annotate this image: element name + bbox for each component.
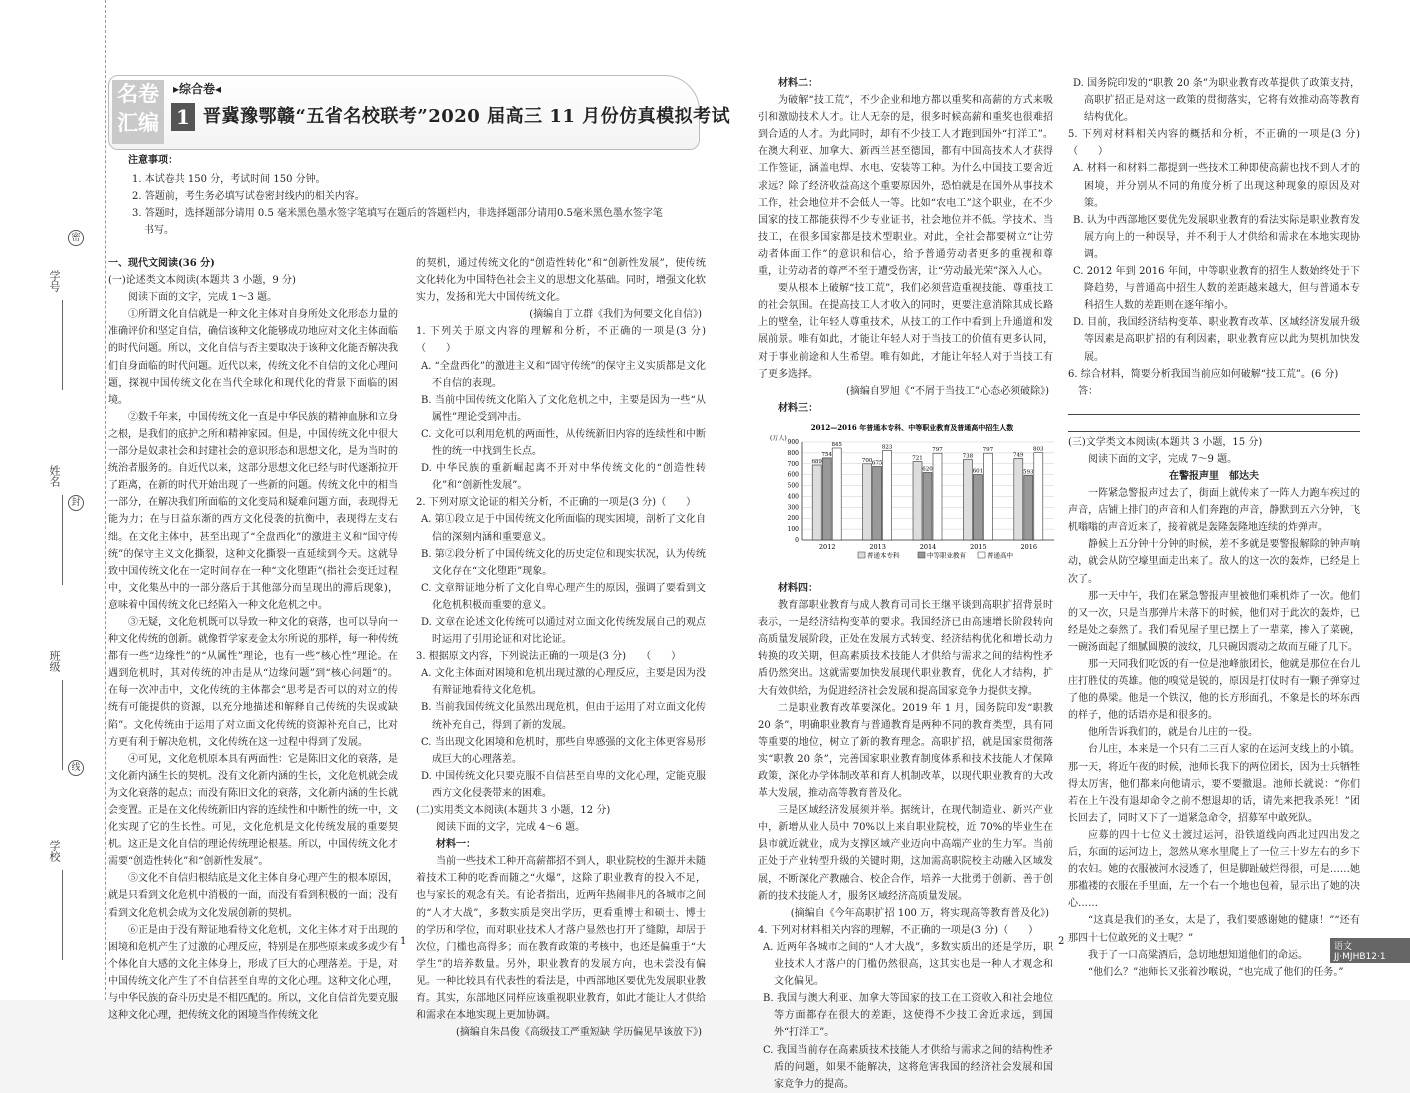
bar-value-label: 689 (811, 458, 822, 465)
paragraph: 4. 下列对材料相关内容的理解，不正确的一项是(3 分)（ ） (758, 924, 1039, 936)
paragraph: 2. 下列对原文论证的相关分析，不正确的一项是(3 分)（ ） (416, 497, 697, 509)
paragraph: A. 文化主体面对困境和危机出现过激的心理反应，主要是因为没有辩证地看待文化危机。 (421, 668, 706, 697)
bar (963, 460, 972, 540)
material-four-and-q4 (758, 580, 1053, 1093)
notice-item: 3. 答题时，选择题部分请用 0.5 毫米黑色墨水签字笔填写在题后的答题栏内，非选择题部分请用0.5毫米黑色墨水签字笔 (132, 208, 663, 219)
paragraph: 材料三： (778, 402, 818, 414)
y-tick-label: 900 (787, 438, 799, 446)
paragraph: 6. 综合材料，简要分析我国当前应如何破解“技工荒”。(6 分) (1068, 368, 1339, 380)
materials-two-three (758, 75, 1053, 417)
enrollment-bar-chart (762, 420, 1062, 570)
seal-mark-2: 封 (68, 495, 84, 511)
bar (812, 465, 821, 540)
bar (923, 472, 932, 540)
paragraph: ①所谓文化自信就是一种文化主体对自身所处文化形态力量的准确评价和坚定自信，确信该种文化能够成功地应对文化主体面临的时代问题。所以，文化自信与否主要取决于该种文化能否解决我们自身面临的时代问题。近代以来，传统文化不自信的文化心理问题，探视中国传统文化在当代全球化和现代化的背景下面临的困境。 (108, 309, 398, 406)
paragraph: 我于了一口高粱酒后，急切地想知道他们的命运。 (1088, 949, 1308, 961)
paragraph: ⑥正是由于没有辩证地看待文化危机，文化主体才对于出现的困境和危机产生了过激的心理反应，特别是在那些原来或多或少有个体化自大感的文化主体身上，形成了巨大的心理落差。于是，对中国传统文化产生了不自信甚至自卑的文化心理。这种文化心理，与中华民族的奋斗历史是不相匹配的。所以，文化自信首先要克服这种文化心理，把传统文化的困境当作传统文化 (108, 924, 398, 1022)
bar (822, 458, 831, 540)
paragraph: 的契机，通过传统文化的“创造性转化”和“创新性发展”，使传统文化转化为中国特色社会主义的思想文化基础。同时，增强文化软实力，发扬和光大中国传统文化。 (416, 258, 706, 304)
name-label: 姓名 (48, 465, 61, 487)
paragraph: D. 文章在论述文化传统可以通过对立面文化传统发展自己的观点时运用了引用论证和对比论证。 (421, 616, 706, 646)
bar-value-label: 803 (1033, 446, 1044, 453)
bar-value-label: 601 (972, 468, 984, 475)
page2-column-left (758, 75, 1053, 1090)
bar (883, 450, 892, 540)
x-tick-label: 2013 (869, 542, 886, 551)
paragraph: D. 目前，我国经济结构变革、职业教育改革、区域经济发展升级等因素是高职扩招的有利因素，职业教育应以此为契机加快发展。 (1073, 317, 1360, 363)
paragraph: D. 中华民族的重新崛起离不开对中华传统文化的“创造性转化”和“创新性发展”。 (421, 463, 706, 492)
paragraph: B. 第②段分析了中国传统文化的历史定位和现实状况，认为传统文化存在“文化堕距”现象。 (421, 548, 706, 577)
legend-label: 中等职业教育 (927, 551, 966, 560)
bar-value-label: 700 (861, 457, 873, 464)
logo-line-2: 汇编 (117, 111, 159, 135)
x-tick-label: 2014 (919, 542, 937, 551)
paragraph: 阅读下面的文字，完成 7～9 题。 (1088, 453, 1238, 465)
paragraph: B. 认为中西部地区要优先发展职业教育的看法实际是职业教育发展方向上的一种误导，并不利于人才供给和需求在本地实现协调。 (1073, 214, 1360, 260)
page-number-2: 2 (1058, 936, 1065, 947)
bar (913, 461, 922, 540)
legend-swatch (858, 552, 865, 558)
page-number-1: 1 (400, 936, 407, 947)
bar-value-label: 593 (1023, 469, 1034, 476)
paragraph: B. 当前中国传统文化陷入了文化危机之中，主要是因为一些“从属性”理论受到冲击。 (421, 394, 706, 423)
chart-title: 2012—2016 年普通本专科、中等职业教育及普通高中招生人数 (810, 422, 1014, 432)
name-line (62, 495, 63, 585)
bar-value-label: 797 (982, 447, 994, 454)
bar (933, 453, 942, 540)
legend-swatch (918, 552, 925, 558)
paragraph: 教育部职业教育与成人教育司司长王继平谈到高职扩招背景时表示，一是经济结构变革的要求。我国经济已由高速增长阶段转向高质量发展阶段，正处在发展方式转变、经济结构优化和增长动力转换的攻关期，但高素质技术技能人才供给与需求之间的结构性矛盾仍然突出。这就需要加快发展现代职业教育，优化人才结构，扩大有效供给，为促进经济社会发展和提高国家竞争力提供支撑。 (758, 600, 1053, 697)
paragraph: (摘编自丁立群《我们为何要文化自信》) (529, 309, 702, 321)
y-tick-label: 100 (787, 525, 799, 533)
class-line (62, 680, 63, 770)
paragraph: ③无疑，文化危机既可以导致一种文化的衰落，也可以导向一种文化传统的创新。就像哲学家麦金太尔所说的那样，每一种传统都有一些“边缘性”的“从属性”理论，也有一些“核心性”理论。在遇到危机时，其对传统的冲击是从“边缘问题”到“核心问题”的。在每一次冲击中，文化传统的主体都会“思考是否可以的对立的传统有可能提供的资源，以充分地描述和解释自己传统的失误或缺陷”。文化传统由于运用了对立面文化传统的资源补充自己，比对方更有利于解决危机，文化传统在这一过程中得到了发展。 (108, 616, 398, 748)
school-label: 学校 (48, 840, 61, 862)
y-tick-label: 700 (787, 460, 799, 468)
page1-column-right (416, 255, 706, 1039)
y-tick-label: 500 (787, 482, 799, 490)
notice-item: 2. 答题前，考生务必填写试卷密封线内的相关内容。 (132, 191, 365, 202)
paragraph: 在警报声里 郁达夫 (1169, 470, 1259, 482)
y-tick-label: 800 (787, 449, 799, 457)
paragraph: 静候上五分钟十分钟的时候，差不多就是要警报解除的钟声响动，就会从防空壕里面走出来了。敌人的这一次的轰炸，已经是上次了。 (1068, 539, 1360, 585)
student-id-label: 学号 (48, 270, 61, 292)
class-label: 班级 (48, 650, 61, 672)
y-axis-unit-label: (万人) (770, 434, 787, 442)
notice-item: 书写。 (144, 225, 174, 236)
legend-swatch (978, 552, 985, 558)
notice-item: 1. 本试卷共 150 分，考试时间 150 分钟。 (132, 174, 326, 185)
y-tick-label: 400 (787, 493, 799, 501)
paragraph: A. 第①段立足于中国传统文化所面临的现实困境，剖析了文化自信的深刻内涵和重要意义。 (421, 514, 706, 543)
paragraph: A. 材料一和材料二都提到一些技术工种即使高薪也找不到人才的困境，并分别从不同的角度分析了出现这种现象的原因及对策。 (1073, 163, 1360, 209)
bar (1034, 452, 1043, 539)
bar (832, 448, 841, 540)
paragraph: 那一天同我们吃饭的有一位是池峰旅团长，他就是那位在台儿庄打胜仗的英雄。他的嗅觉是锐的，原因是打仗时有一颗子弹穿过了他的鼻梁。他是一个铁汉，他的长方形面孔，不象是长的坏东西的样子，他的话语亦是和很多的。 (1068, 659, 1360, 722)
paragraph: 当前一些技术工种开高薪都招不到人，职业院校的生源并未随着技术工种的吃香而随之“火爆”，这除了职业教育的投入不足，也与家长的观念有关。有论者指出，近两年热闹非凡的各城市之间的“人才大战”，多数实质是突出学历，更看重博士和硕士、博士的学历和学位，而对职业技术人才落户显然也打开了缝隙，却居于次位，门槛也高得多；而在教育政策的考核中，也还是偏重于“大学生”的培养数量。另外，职业教育的发展方向，也未尝没有偏见。一种比较具有代表性的看法是，中西部地区要优先发展职业教育。其实，东部地区同样应该重视职业教育，如此才能让人才供给和需求在本地实现上更加协调。 (416, 856, 706, 1022)
bar-value-label: 620 (922, 466, 933, 473)
paragraph: 为破解“技工荒”，不少企业和地方都以重奖和高薪的方式来吸引和激励技术人才。让人无奈的是，很多时候高薪和重奖也很难招到合适的人才。为此同时，却有不少技工人才跑到国外“打洋工”。在澳大利亚、加拿大、新西兰甚至德国，都有中国高技术人才获得工作签证，涵盖电焊、水电、安装等工种。为什么中国技工要舍近求远？除了经济收益高这个重要原因外，恐怕就是在国外从事技术工作，社会地位并不会低人一等。比如“农电工”这个职业，在不少国家的技工都能获得不少专业证书，社会地位并不低。学技术、当技工，在很多国家都是技术型职业。对此，全社会都要树立“让劳动者体面工作”的意识和信心，给予普通劳动者更多的重视和尊重，让劳动者的尊严不至于遭受伤害，让“劳动最光荣”深入人心。 (758, 95, 1053, 278)
paragraph: (摘编自《今年高职扩招 100 万，将实现高等教育普及化》) (790, 907, 1049, 919)
school-line (62, 870, 63, 960)
binding-margin (0, 0, 106, 1000)
paragraph: D. 中国传统文化只要克服不自信甚至自卑的文化心理，定能克服西方文化侵袭带来的困难。 (421, 770, 706, 799)
paragraph: 5. 下列对材料相关内容的概括和分析，不正确的一项是(3 分)（ ） (1068, 129, 1360, 158)
y-tick-label: 300 (787, 504, 799, 512)
paragraph: C. 文化可以利用危机的两面性，从传统新旧内容的连续性和中断性的统一中找到生长点。 (421, 428, 706, 458)
paragraph: 三是区域经济发展须并举。据统计，在现代制造业、新兴产业中，新增从业人员中 70%以上来自职业院校，近 70%的毕业生在县市就近就业，成为支撑区域产业迈向中高端产业的生力军。当前正处于产业转型升级的关键时期，这加需高职院校主动融入区域发展，不断深化产教融合、校企合作，培养一大批勇于创新、善于创新的技术技能人才，服务区域经济高质量发展。 (758, 805, 1053, 902)
notice-section (114, 152, 704, 239)
y-tick-label: 0 (795, 536, 799, 544)
paragraph: A. “全盘西化”的激进主义和“固守传统”的保守主义实质都是文化不自信的表现。 (421, 360, 706, 389)
seal-mark-3: 线 (68, 760, 84, 776)
paragraph: “他们么？”池师长又张着沙喉说，“也完成了他们的任务。” (1088, 966, 1344, 978)
paragraph: 他所告诉我们的，就是台儿庄的一役。 (1088, 727, 1258, 739)
legend-label: 普通本专科 (867, 551, 900, 560)
bar (1024, 475, 1033, 540)
paragraph: 台儿庄，本来是一个只有二三百人家的在运河支线上的小镇。那一天，将近午夜的时候，池师长我下的两位团长，因为士兵牺牲得太厉害，他们都来向他请示，要不要撤退。池师长就说：“你们若在上午没有退却命令之前不想退却的话，请先来把我杀死！”团长回去了，同时又下了一道紧急命令，招募军中敢死队。 (1068, 744, 1360, 824)
paragraph: (摘编自朱昌俊《高级技工严重短缺 学历偏见早该放下》) (456, 1027, 702, 1039)
paragraph: 一阵紧急警报声过去了，街面上就传来了一阵人力跑车疾过的声音，店铺上排门的声音和人们奔跑的声音，静默到五六分钟，飞机嗡嗡的声音近来了，接着就是轰隆轰隆地连续的炸弹声。 (1068, 488, 1360, 534)
bar-value-label: 797 (932, 447, 943, 454)
bar-value-label: 754 (821, 451, 832, 458)
paper-type-tag: ▸综合卷◂ (173, 82, 222, 96)
bar-value-label: 749 (1013, 452, 1024, 459)
y-tick-label: 200 (787, 515, 799, 523)
bar-value-label: 738 (962, 453, 974, 460)
x-tick-label: 2012 (818, 542, 836, 551)
bar (973, 474, 982, 539)
paragraph: 材料四： (778, 582, 818, 594)
bar-value-label: 845 (831, 441, 842, 448)
page1-column-left (108, 255, 398, 1022)
paragraph: 阅读下面的文字，完成 4～6 题。 (436, 822, 586, 834)
student-id-line (62, 300, 63, 390)
paper-number: 1 (171, 103, 195, 131)
paragraph: 1. 下列关于原文内容的理解和分析，不正确的一项是(3 分)（ ） (416, 326, 706, 355)
bar (873, 466, 882, 540)
paragraph: ⑤文化不自信归根结底是文化主体自身心理产生的根本原因，就是只看到文化危机中消极的一面，而没有看到积极的一面；没有看到文化危机会成为文化发展创新的契机。 (108, 873, 398, 919)
paragraph: ④可见，文化危机原本具有两面性：它是陈旧文化的衰落，是文化新内涵生长的契机。没有文化新内涵的生长，文化危机就会成为文化衰落的起点；而没有陈旧文化的衰落，文化新内涵的生长就会变置。正是在文化传统新旧内容的连续性和中断性的统一中，文化实现了它的生长性。可见，文化危机是文化传统发展的重要契机。这正是文化自信的理论传统理论根基。所以，中国传统文化才需要“创造性转化”和“创新性发展”。 (108, 753, 398, 868)
paragraph: 材料二： (778, 78, 818, 89)
paragraph: ②数千年来，中国传统文化一直是中华民族的精神血脉和立身之根，是我们的底护之所和精神家园。但是，中国传统文化中很大一部分是奴隶社会和封建社会的意识形态和思想文化，是为当时的统治者服务的。自近代以来，这部分思想文化已经与时代逐渐拉开了距离，在新的时代开始出现了一些新的问题。传统文化中的相当一部分，在解决我们所面临的文化变局和疑难问题方面，表现得无能为力；在与日益东渐的西方文化侵袭的抗衡中，表现得左支右绌。在文化主体中，甚至出现了“全盘西化”的激进主义和“国守传统”的保守主义文化撕裂，这种文化撕裂一直延续到今天。这就导致中国传统文化在一定时间存在一种“文化堕距”(指社会变迁过程中，文化集丛中的一部分落后于其他部分而呈现出的滞后现象)，意味着中国传统文化已经陷入一种文化危机之中。 (108, 411, 398, 611)
notice-title: 注意事项： (128, 155, 178, 166)
paragraph: (三)文学类文本阅读(本题共 3 小题，15 分) (1068, 436, 1263, 448)
paper-code: 语文 JJ·MJHB12·1 (1330, 938, 1410, 963)
paragraph: 要从根本上破解“技工荒”，我们必须营造重视技能、尊重技工的社会氛围。在提高技工人才收入的同时，更要注意消除其成长路上的壁垒，让年轻人尊重技术，从技工的工作中看到上升通道和发展前景。唯有如此，才能让年轻人对于当技工的价值有更多认同，对于事业前途和人生希望。唯有如此，才能让年轻人对于当技工有了更多选择。 (758, 283, 1053, 380)
paragraph: (二)实用类文本阅读(本题共 3 小题，12 分) (416, 805, 611, 816)
bar (863, 464, 872, 540)
paragraph: 应募的四十七位义士渡过运河，沿铁道线向西北过四出发之后，东面的运河边上，忽然从寒水里爬上了一位三十岁左右的乡下的农妇。她的衣服被河水浸透了，但是脚趾破烂得很，可是……她那褴褛的衣服在手里面，左一个右一个地也包着，显示出了她的决心…… (1068, 829, 1360, 910)
paragraph: 3. 根据原文内容，下列说法正确的一项是(3 分) （ ） (416, 651, 682, 663)
bar (1014, 458, 1023, 540)
answer-line[interactable] (1068, 400, 1360, 415)
seal-mark-1: 密 (68, 230, 84, 246)
paragraph: B. 当前我国传统文化虽然出现危机，但由于运用了对立面文化传统补充自己，得到了新的发展。 (421, 702, 706, 731)
paragraph: C. 2012 年到 2016 年间，中等职业教育的招生人数始终处于下降趋势，与普通高中招生人数的差距越来越大，但与普通本专科招生人数的差距则在逐年缩小。 (1073, 266, 1360, 312)
logo-line-1: 名卷 (117, 82, 159, 106)
answer-line[interactable] (1068, 417, 1360, 432)
paragraph: C. 文章辩证地分析了文化自卑心理产生的原因，强调了要看到文化危机积极而重要的意义。 (421, 582, 706, 611)
paragraph: D. 国务院印发的“职教 20 条”为职业教育改革提供了政策支持，高职扩招正是对这一政策的贯彻落实，它将有效推动高等教育结构优化。 (1073, 78, 1360, 124)
collection-logo (112, 80, 164, 144)
paragraph: 阅读下面的文字，完成 1～3 题。 (128, 292, 278, 304)
y-tick-label: 600 (787, 471, 799, 479)
paragraph: 一、现代文阅读(36 分) (108, 258, 215, 269)
x-tick-label: 2015 (970, 542, 987, 551)
paragraph: (一)论述类文本阅读(本题共 3 小题，9 分) (108, 275, 296, 287)
bar (983, 453, 992, 540)
paragraph: C. 我国当前存在高素质技术技能人才供给与需求之间的结构性矛盾的问题，如果不能解决，这将危害我国的经济社会发展和国家竞争力的提高。 (763, 1044, 1053, 1090)
paragraph: A. 近两年各城市之间的“人才大战”，多数实质出的还是学历，职业技术人才落户的门槛仍然很高，这其实也是一种人才观念和文化偏见。 (763, 941, 1053, 988)
paragraph: 答： (1068, 385, 1098, 397)
paragraph: 二是职业教育改革要深化。2019 年 1 月，国务院印发“职教 20 条”，明确职业教育与普通教育是两种不同的教育类型，具有同等重要的地位，树立了新的教育理念。高职扩招，就是国家贯彻落实“职教 20 条”，完善国家职业教育制度体系和技术技能人才保障政策，深化办学体制改革和育人机制改革，以现代职业教育的大改革大发展，推动高等教育普及化。 (758, 702, 1053, 800)
paragraph: B. 我国与澳大利亚、加拿大等国家的技工在工资收入和社会地位等方面都存在很大的差距，这使得不少技工舍近求远，到国外“打洋工”。 (763, 993, 1053, 1039)
legend-label: 普通高中 (987, 551, 1013, 560)
bar-value-label: 675 (871, 460, 883, 467)
bar-value-label: 721 (912, 455, 923, 462)
paragraph: C. 当出现文化困境和危机时，那些自卑感强的文化主体更容易形成巨大的心理落差。 (421, 736, 706, 765)
bar-value-label: 823 (881, 444, 893, 451)
paragraph: 那一天中午，我们在紧急警报声里被他们乘机炸了一次。他们的又一次，只是当那弹片未落下的时候，他们对于此次的轰炸，已经是处之泰然了。我们看见屋子里已摆上了一辈菜，掺入了菜碗，一碗汤面起了细腻圆膜的波纹，几只碗因震动之故而互碰了几下。 (1068, 590, 1360, 653)
x-tick-label: 2016 (1020, 542, 1038, 551)
paragraph: “这真是我们的圣女，太是了，我们要感谢她的健康！”“还有那四十七位敢死的义士呢？” (1068, 915, 1360, 944)
exam-title: 晋冀豫鄂赣“五省名校联考”2020 届高三 11 月份仿真模拟考试 (203, 106, 731, 127)
exam-header (108, 75, 731, 150)
paragraph: (摘编自罗旭《“不屑于当技工”心态必须破除》) (845, 385, 1049, 397)
paragraph: 材料一： (436, 839, 476, 851)
